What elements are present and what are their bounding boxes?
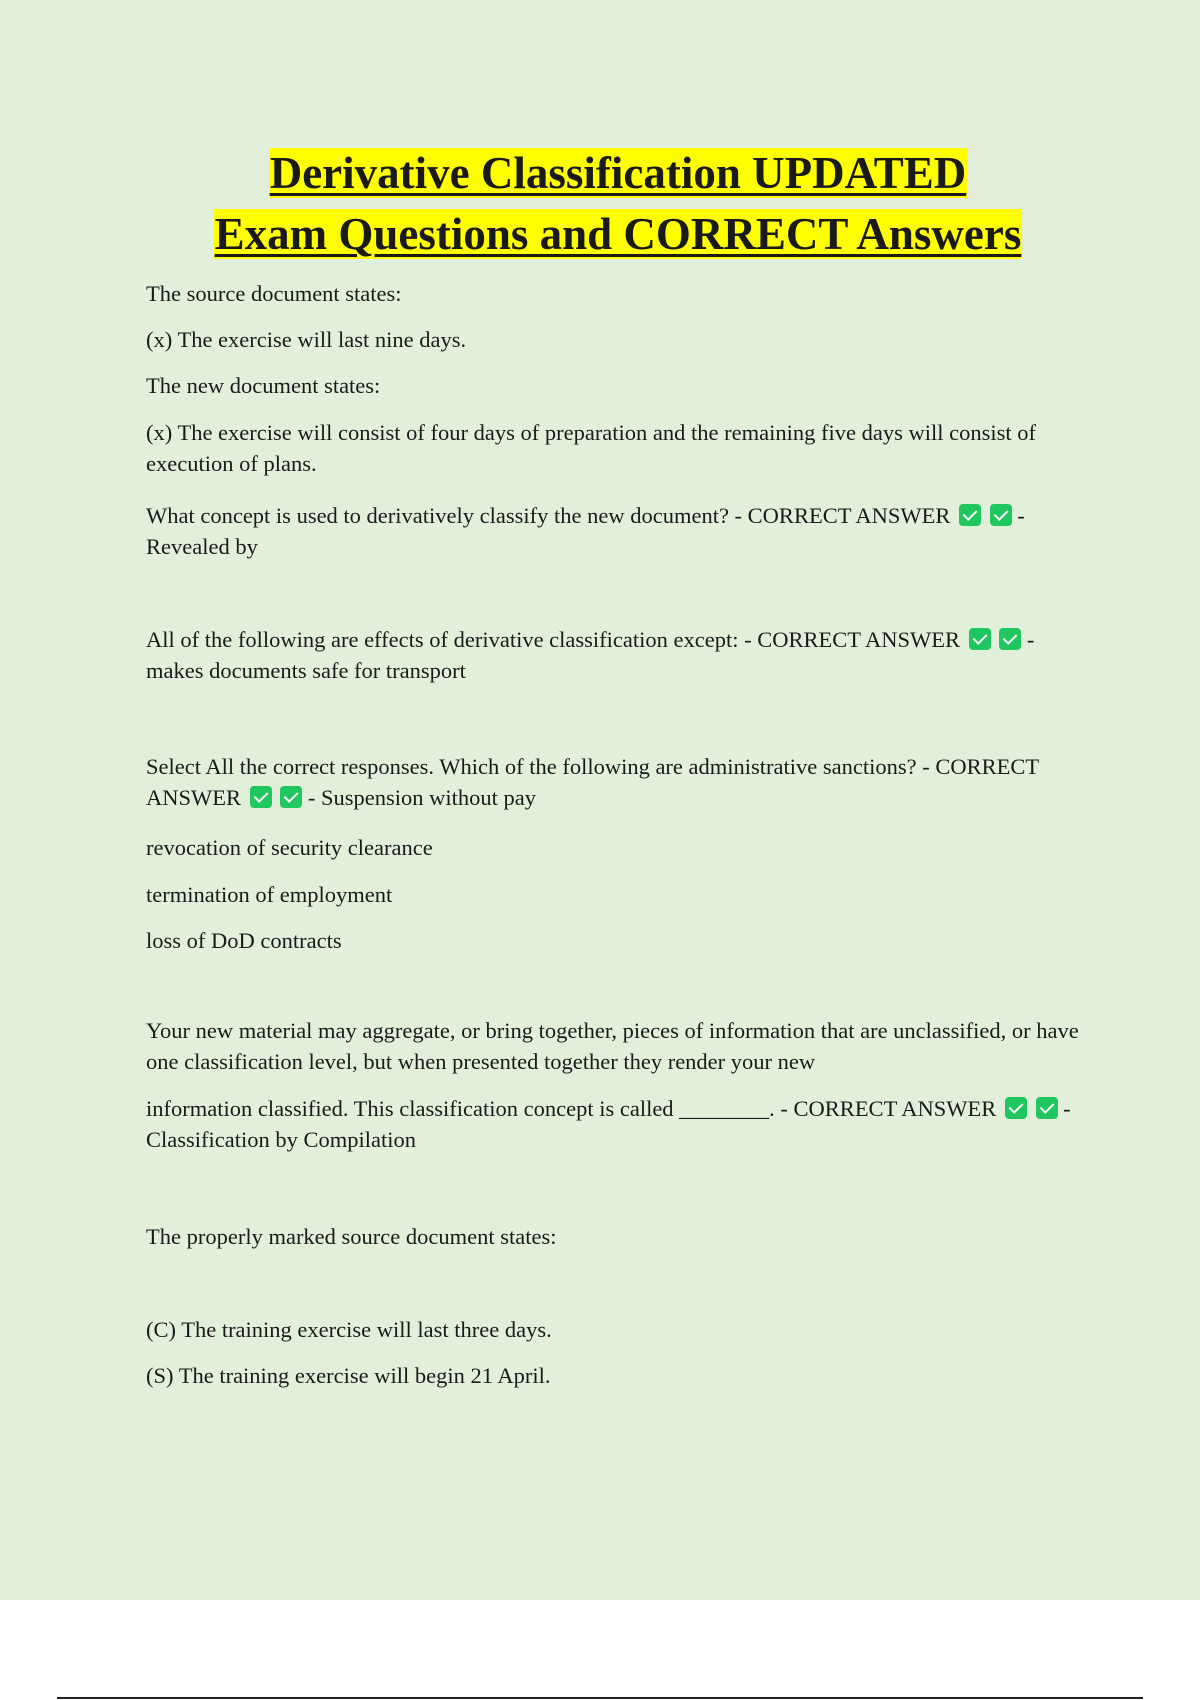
question-3-answer-item: termination of employment bbox=[146, 882, 393, 907]
question-2-answer: - makes documents safe for transport bbox=[146, 627, 1035, 683]
new-statement: (x) The exercise will consist of four days of preparation and the remaining five days will consist of execution of plans. bbox=[146, 420, 1036, 476]
question-4-text: information classified. This classification concept is called ________. - CORRECT ANSWER bbox=[146, 1096, 997, 1121]
question-3 bbox=[146, 751, 1086, 813]
question-3-text: Select All the correct responses. Which of the following are administrative sanctions? - CORRECT ANSWER bbox=[146, 754, 1039, 810]
check-mark-icon bbox=[999, 628, 1021, 650]
question-1-text: What concept is used to derivatively classify the new document? - CORRECT ANSWER bbox=[146, 503, 951, 528]
source-statement: (x) The exercise will last nine days. bbox=[146, 327, 467, 352]
question-3-answer-item: revocation of security clearance bbox=[146, 835, 433, 860]
source-document-heading: The source document states: bbox=[146, 281, 402, 306]
question-3-answer-item: loss of DoD contracts bbox=[146, 928, 342, 953]
check-mark-icon bbox=[280, 786, 302, 808]
check-mark-icon bbox=[1036, 1097, 1058, 1119]
question-1 bbox=[146, 500, 1086, 562]
confidential-statement: (C) The training exercise will last three days. bbox=[146, 1317, 552, 1342]
secret-statement: (S) The training exercise will begin 21 April. bbox=[146, 1363, 551, 1388]
check-mark-icon bbox=[959, 504, 981, 526]
footer-divider bbox=[57, 1697, 1143, 1699]
question-4 bbox=[146, 1093, 1086, 1155]
new-document-heading: The new document states: bbox=[146, 373, 381, 398]
question-2-text: All of the following are effects of derivative classification except: - CORRECT ANSWER bbox=[146, 627, 960, 652]
question-4-intro: Your new material may aggregate, or bring together, pieces of information that are unclassified, or have one classification level, but when presented together they render your new bbox=[146, 1018, 1079, 1074]
check-mark-icon bbox=[1005, 1097, 1027, 1119]
check-mark-icon bbox=[990, 504, 1012, 526]
question-1-answer: - Revealed by bbox=[146, 503, 1025, 559]
check-mark-icon bbox=[969, 628, 991, 650]
check-mark-icon bbox=[250, 786, 272, 808]
title-line-1: Derivative Classification UPDATED bbox=[269, 148, 967, 198]
question-3-answer: - Suspension without pay bbox=[307, 785, 536, 810]
marked-source-heading: The properly marked source document states: bbox=[146, 1224, 557, 1249]
question-2 bbox=[146, 624, 1086, 686]
question-4-answer: - Classification by Compilation bbox=[146, 1096, 1071, 1152]
title-line-2: Exam Questions and CORRECT Answers bbox=[214, 209, 1022, 259]
document-title bbox=[0, 143, 1200, 265]
